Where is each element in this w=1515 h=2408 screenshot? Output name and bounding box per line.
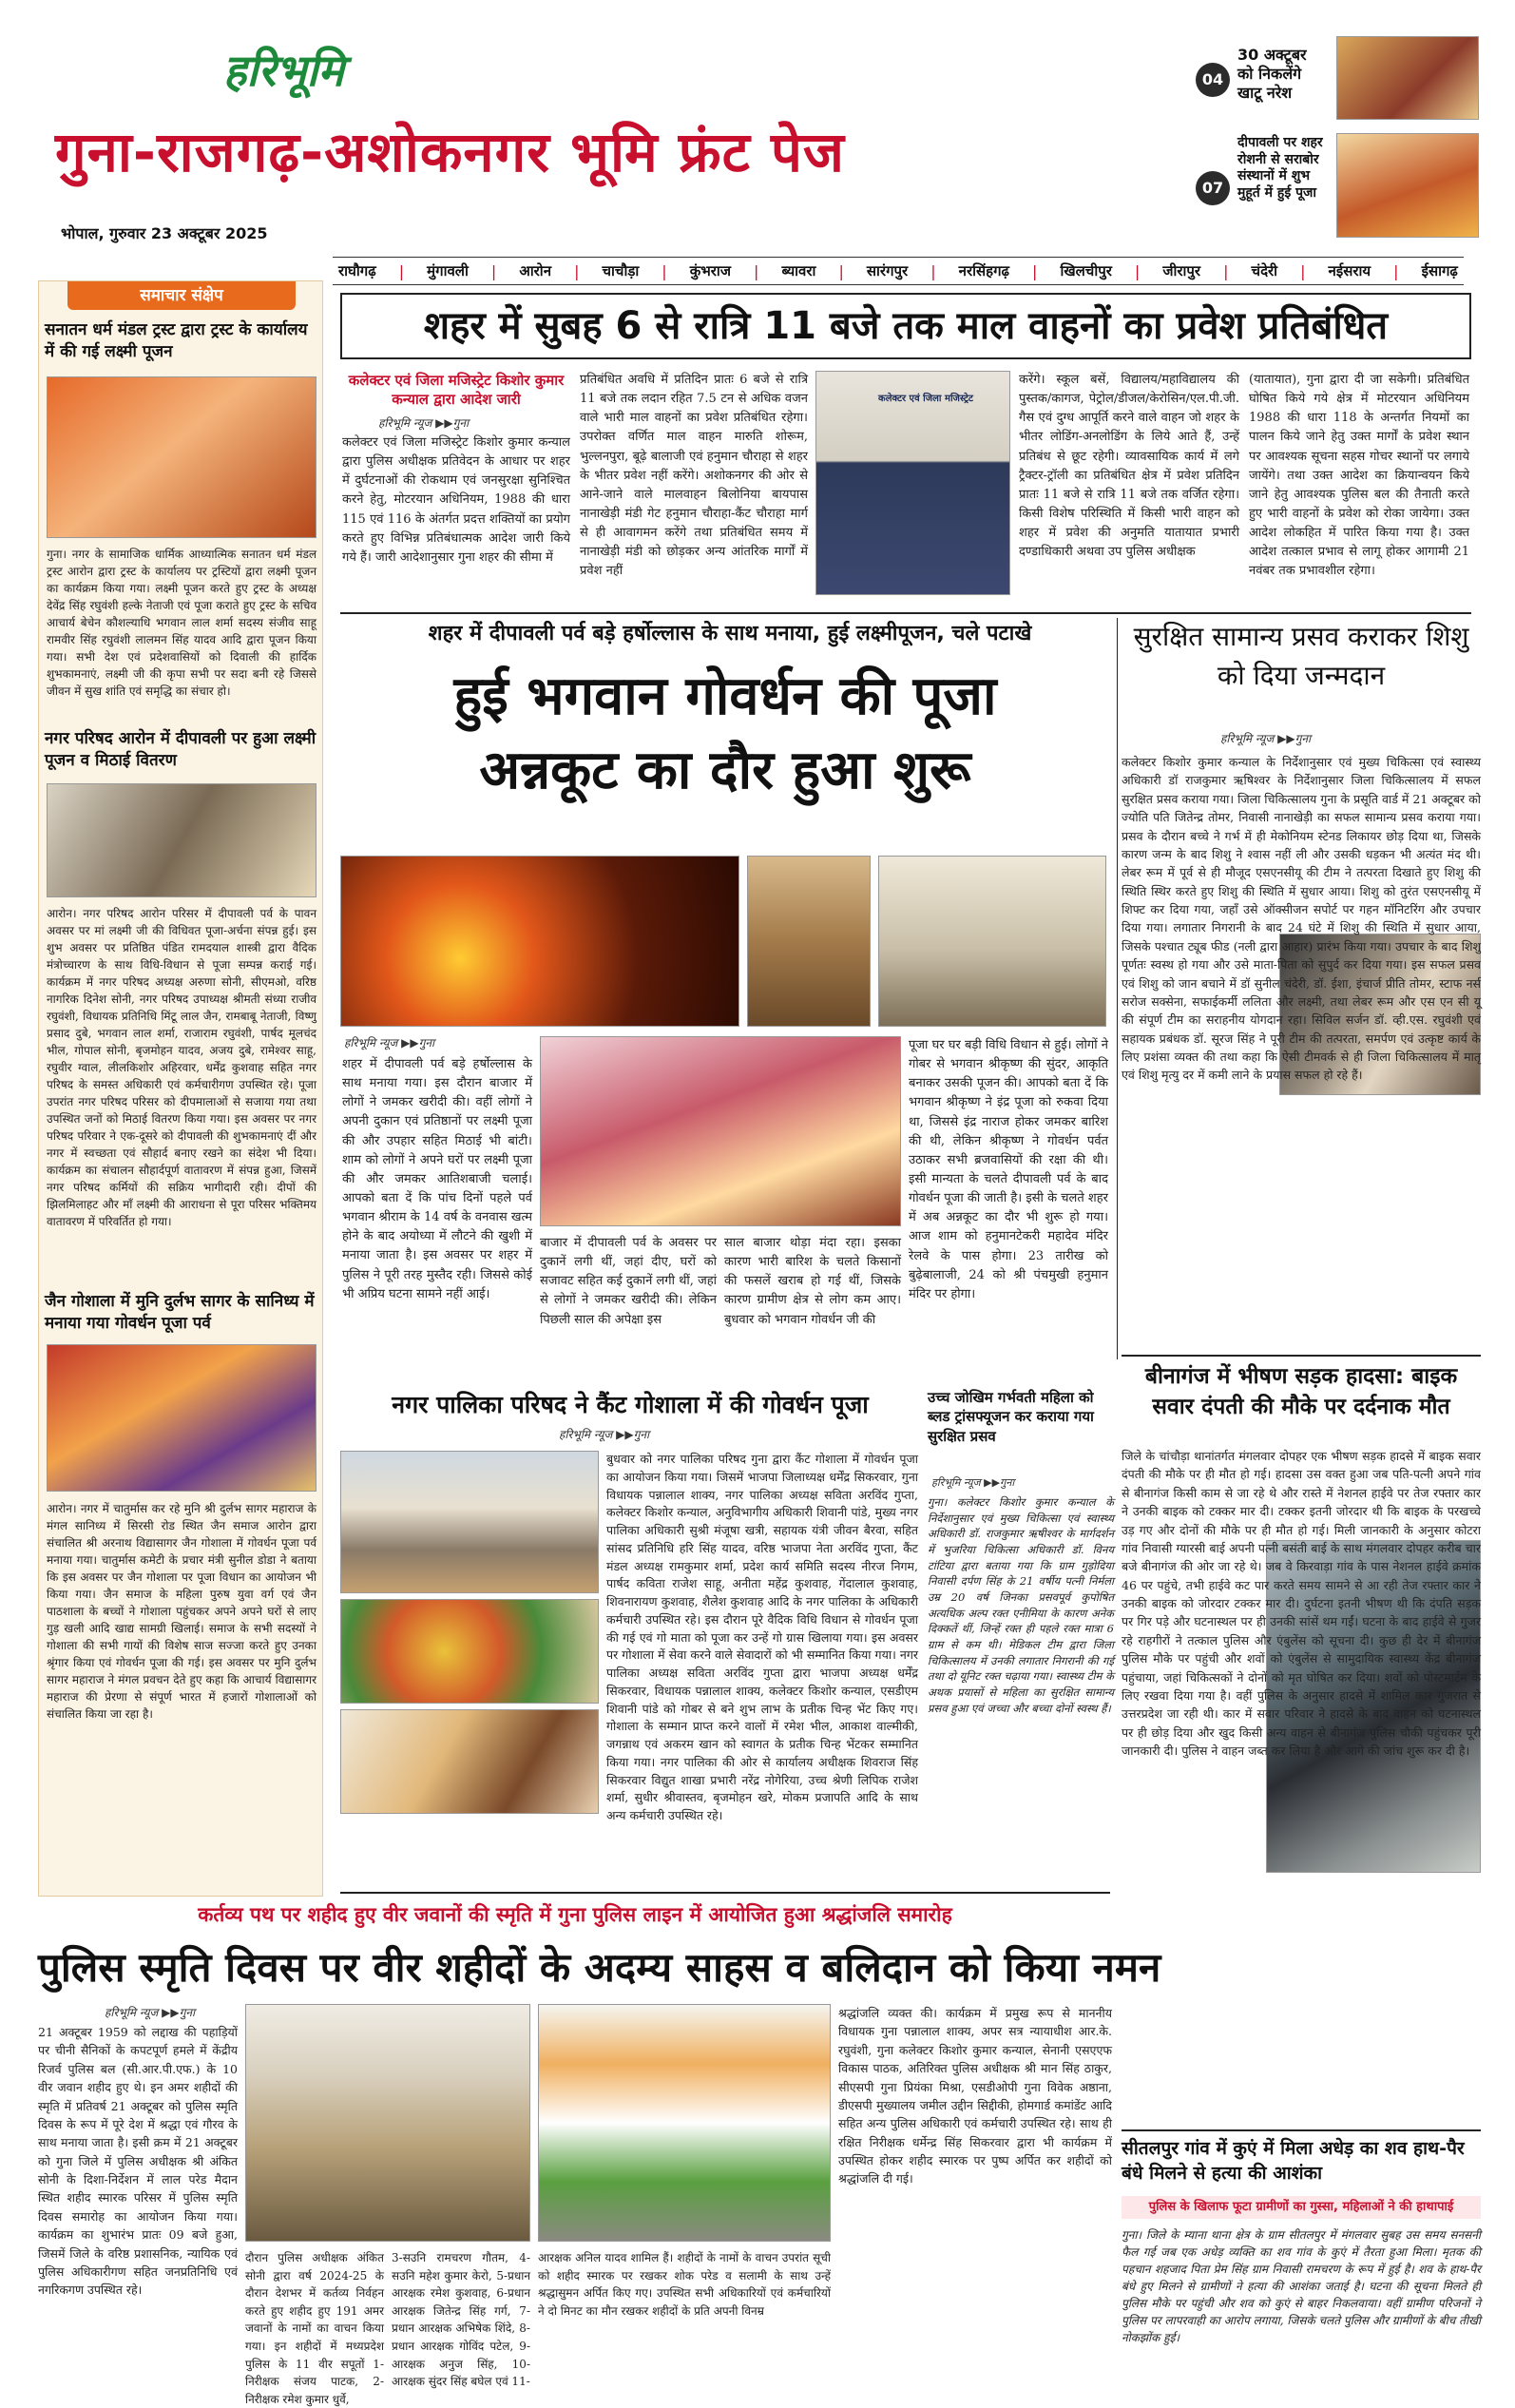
sidebar-photo-3: [47, 1344, 316, 1492]
towns-list: राघौगढ़ | मुंगावली | आरोन | चाचौड़ा | कुंभराज | ब्यावरा | सारंगपुर | नरसिंहगढ़ | खिलचीपुर | जीरापुर | चंदेरी | नईसराय | ईसागढ़: [333, 257, 1464, 285]
well-kicker: पुलिस के खिलाफ फूटा ग्रामीणों का गुस्सा, महिलाओं ने की हाथापाई: [1122, 2196, 1481, 2219]
pregnant-headline[interactable]: उच्च जोखिम गर्भवती महिला को ब्लड ट्रांसफ्यूजन कर कराया गया सुरक्षित प्रसव: [928, 1389, 1094, 1445]
sidebar: [38, 280, 323, 1897]
lead-story: [340, 293, 1481, 607]
sidebar-photo-2: [47, 783, 316, 897]
police-photo-memorial: [538, 2004, 831, 2242]
govardhan-col-3: साल बाजार थोड़ा मंदा रहा। इसका कारण भारी बारिश के चलते किसानों की फसलें खराब हो गई थीं, जिसके कारण ग्रामीण क्षेत्र से लोग कम आए। बुधवार को भगवान गोवर्धन जी की: [724, 1236, 901, 1327]
town[interactable]: मुंगावली: [427, 262, 469, 279]
police-col-3: 3-सउनि रामचरण गौतम, 4-सउनि महेश कुमार केरो, 5-प्रधान आरक्षक रमेश कुशवाह, 6-प्रधान आरक्षक जितेन्द्र सिंह गर्ग, 7-प्रधान आरक्षक अभिषेक शिंदे, 8-प्रधान आरक्षक गोविंद पटेल, 9-आरक्षक अनुज सिंह, 10-आरक्षक सुंदर सिंह बघेल एवं 11-: [392, 2251, 530, 2389]
well-story: [1122, 2137, 1483, 2382]
police-overline: कर्तव्य पथ पर शहीद हुए वीर जवानों की स्मृति में गुना पुलिस लाइन में आयोजित हुआ श्रद्धांजलि समारोह: [198, 1903, 952, 1926]
sidebar-item-body: आरोन। नगर में चातुर्मास कर रहे मुनि श्री दुर्लभ सागर महाराज के मंगल सानिध्य में सिरसी रोड स्थित जैन समाज आरोन द्वारा संचालित श्री अरनाथ विद्यासागर जैन गोशाला में गोवर्धन पूजा पर्व मनाया गया। चातुर्मास कमेटी के प्रचार मंत्री सुनील डोडा ने बताया कि इस अवसर पर जैन गोशाला पर पूजा विधान का आयोजन भी किया गया। जैन समाज के महिला पुरुष युवा वर्ग एवं जैन पाठशाला के बच्चों ने गोशाला पहुंचकर अपने अपने घरों से लाए गुड़ खली आदि खाद्य सामग्री खिलाई। समाज के सभी सदस्यों ने गोशाला की सभी गायों की विशेष साज सज्जा करते हुए उनका श्रृंगार किया एवं गोवर्धन पूजा की गई। इस अवसर पर मुनि दुर्लभ सागर महाराज ने मंगल प्रवचन देते हुए कहा कि आचार्य विद्यासागर महाराज की प्रेरणा से संपूर्ण भारत में हजारों गोशालाओं को संचालित किया जा रहा है।: [47, 1502, 316, 1721]
sidebar-item-headline[interactable]: सनातन धर्म मंडल ट्रस्ट द्वारा ट्रस्ट के कार्यालय में की गई लक्ष्मी पूजन: [45, 320, 308, 361]
police-col-5: श्रद्धांजलि व्यक्त की। कार्यक्रम में प्रमुख रूप से माननीय विधायक गुना पन्नालाल शाक्य, अपर सत्र न्यायाधीश आर.के. रघुवंशी, गुना कलेक्टर किशोर कुमार कन्याल, सेनानी एसएएफ विकास पाठक, अतिरिक्त पुलिस अधीक्षक श्री मान सिंह ठाकुर, सीएसपी गुना प्रियंका मिश्रा, एसडीओपी गुना विवेक अष्ठाना, डीएसपी मुख्यालय जमील उद्दीन सिद्दीकी, होमगार्ड कमांडेंट आदि सहित अन्य पुलिस अधिकारी एवं कर्मचारी उपस्थित रहे। साथ ही रक्षित निरीक्षक धर्मेन्द्र सिंह सिकरवार द्वारा भी कार्यक्रम में उपस्थित होकर शहीद स्मारक पर पुष्प अर्पित कर शहीदों को श्रद्धांजलि दी गई।: [838, 2006, 1112, 2186]
govardhan-byline: हरिभूमि न्यूज ▶▶गुना: [344, 1036, 435, 1050]
govardhan-headline-2[interactable]: अन्नकूट का दौर हुआ शुरू: [479, 740, 971, 801]
town[interactable]: चंदेरी: [1251, 262, 1278, 279]
pregnant-body: गुना। कलेक्टर किशोर कुमार कन्याल के निर्देशानुसार एवं मुख्य चिकित्सा एवं स्वास्थ्य अधिकारी डॉ. राजकुमार ऋषीश्वर के मार्गदर्शन में भुजरिया चिकित्सा अधिकारी डॉ. विनय टांटिया द्वारा बताया गया कि ग्राम गुड़ोदिया निवासी दर्पण सिंह के 21 वर्षीय पत्नी निर्मला उम्र 20 वर्ष जिनका प्रसवपूर्व कुपोषित अत्यधिक अल्प रक्त एनीमिया के कारण अनेक दिक्कतें थीं, जिन्हें रक्त ही पहले रक्त मात्रा 6 ग्राम से कम थी। मेडिकल टीम द्वारा जिला चिकित्सालय में उनकी लगातार निगरानी की गई तथा दो यूनिट रक्त चढ़ाया गया। स्वास्थ्य टीम के अथक प्रयासों से महिला का सुरक्षित सामान्य प्रसव हुआ एवं जच्चा और बच्चा दोनों स्वस्थ हैं।: [928, 1495, 1114, 1715]
govardhan-photo-house: [747, 856, 871, 1027]
police-photo-officers: [245, 2004, 530, 2242]
accident-story: [1122, 1361, 1483, 2122]
teaser-number: 07: [1196, 171, 1230, 205]
delivery-byline: हरिभूमि न्यूज ▶▶गुना: [1220, 732, 1312, 745]
delivery-body: कलेक्टर किशोर कुमार कन्याल के निर्देशानुसार एवं मुख्य चिकित्सा एवं स्वास्थ्य अधिकारी डॉ राजकुमार ऋषिश्वर के निर्देशानुसार जिला चिकित्सालय में सफल सुरक्षित प्रसव कराया गया। जिला चिकित्सालय गुना के प्रसूति वार्ड में 21 अक्टूबर को ज्योति पति जितेन्द्र तोमर, निवासी नानाखेड़ी का सफल सामान्य प्रसव कराया गया। प्रसव के दौरान बच्चे ने गर्भ में ही मेकोनियम स्टेनड लिकायर छोड़ दिया था, जिसके कारण जन्म के बाद शिशु ने श्वास नहीं ली और उसकी धड़कन भी अत्यंत मंद थी। लेबर रूम में पूर्व से ही मौजूद एसएनसीयू की टीम ने तत्परता दिखाते हुए शिशु की स्थिति स्थिर करते हुए शिशु की स्थिति में सुधार आया। शिशु को तुरंत एसएनसीयू में शिफ्ट कर दिया गया, जहाँ उसे ऑक्सीजन सपोर्ट पर गहन मॉनिटरिंग और उपचार दिया गया। लगातार निगरानी के बाद 24 घंटे में शिशु की स्थिति में सुधार आया, जिसके पश्चात ट्यूब फीड (नली द्वारा आहार) प्रारंभ किया गया। उपचार के बाद शिशु पूर्णतः स्वस्थ हो गया और उसे माता-पिता को सुपुर्द कर दिया गया। इस सफल प्रसव एवं शिशु को जान बचाने में डॉ सुनील चंदेरी, डॉ. ईशा, इंचार्ज प्रीति तोमर, स्टाफ नर्स सरोज सक्सेना, सफाईकर्मी ललिता और लक्ष्मी, तथा लेबर रूम और एस एन सी यू की संपूर्ण टीम का सराहनीय योगदान रहा। सिविल सर्जन डॉ. व्ही.एस. रघुवंशी एवं सहायक प्रबंधक डॉ. सूरज सिंह ने पूरी टीम की तत्परता, समर्पण एवं उत्कृष्ट कार्य के लिए प्रशंसा व्यक्त की तथा कहा कि ऐसी टीमवर्क से ही जिला चिकित्सालय में मातृ एवं शिशु मृत्यु दर में कमी लाने के प्रयास सफल हो रहे हैं।: [1122, 755, 1481, 1083]
gaushala-photo-cow: [340, 1709, 599, 1814]
govardhan-photo-family: [540, 1036, 901, 1226]
lead-col-4: (यातायात), गुना द्वारा दी जा सकेगी। प्रतिबंधित घोषित किये गये क्षेत्र में मोटरयान अधिनियम 1988 की धारा 118 के अन्तर्गत नियमों का पालन किये जाने हेतु उक्त मार्गों के प्रवेश स्थान पर आवश्यक सूचना सहस गोचर स्थानों पर लगाये जायेंगे। तथा उक्त आदेश का क्रियान्वयन किये जाने हेतु आवश्यक पुलिस बल की तैनाती करते हुए भारी वाहनों के प्रवेश को रोका जायेगा। उक्त आदेश लोकहित में पारित किया गया है। उक्त आदेश तत्काल प्रभाव से लागू होकर आगामी 21 नवंबर तक प्रभावशील रहेगा।: [1249, 373, 1469, 579]
lead-col-3: करेंगे। स्कूल बसें, विद्यालय/महाविद्यालय की पुस्तक/कागज, पेट्रोल/डीजल/केरोसिन/एल.पी.जी. गैस एवं दुग्ध आपूर्ति करने वाले वाहन जो शहर के भीतर लोडिंग-अनलोडिंग के लिये आते हैं, उन्हें प्रतिबंध से छूट रहेगी। व्यावसायिक कार्य में लगे ट्रैक्टर-ट्रॉली का प्रतिबंधित क्षेत्र में प्रवेश प्रतिदिन प्रातः 11 बजे से रात्रि 11 बजे तक वर्जित रहेगा। किसी विशेष परिस्थिति में किसी भारी वाहन को शहर में प्रवेश की अनुमति यातायात प्रभारी दण्डाधिकारी अथवा उप पुलिस अधीक्षक: [1019, 373, 1239, 560]
page-title: गुना-राजगढ़-अशोकनगर भूमि फ्रंट पेज: [55, 120, 845, 184]
town[interactable]: आरोन: [519, 262, 552, 279]
well-body: गुना। जिले के म्याना थाना क्षेत्र के ग्राम सीतलपुर में मंगलवार सुबह उस समय सनसनी फैल गई जब एक अधेड़ व्यक्ति का शव गांव के कुएं में तैरता हुआ मिला। मृतक की पहचान शहजाद पिता प्रेम सिंह ग्राम निवासी रामचरण के रूप में हुई है। शव के हाथ-पैर बंधे हुए मिलने से ग्रामीणों ने हत्या की आशंका जताई है। घटना की सूचना मिलते ही पुलिस मौके पर पहुंची और शव को कुएं से बाहर निकलवाया। वहीं ग्रामीण परिजनों ने पुलिस पर लापरवाही का आरोप लगाया, जिसके चलते पुलिस और ग्रामीणों के बीच तीखी नोकझोंक हुई।: [1122, 2228, 1481, 2344]
town[interactable]: चाचौड़ा: [602, 262, 640, 279]
teaser-1[interactable]: [1196, 36, 1481, 120]
police-col-4: आरक्षक अनिल यादव शामिल हैं। शहीदों के नामों के वाचन उपरांत सूची को शहीद स्मारक पर रखकर शोक परेड व सलामी के साथ उन्हें श्रद्धासुमन अर्पित किए गए। उपस्थित सभी अधिकारियों एवं कर्मचारियों ने दो मिनट का मौन रखकर शहीदों के प्रति अपनी विनम्र: [538, 2251, 831, 2318]
gaushala-photo-rangoli: [340, 1599, 599, 1704]
lead-headline[interactable]: शहर में सुबह 6 से रात्रि 11 बजे तक माल वाहनों का प्रवेश प्रतिबंधित: [340, 293, 1471, 359]
teaser-photo: [1336, 36, 1479, 120]
delivery-story: [1122, 618, 1483, 1355]
gaushala-body: बुधवार को नगर पालिका परिषद गुना द्वारा कैंट गोशाला में गोवर्धन पूजा का आयोजन किया गया। जिसमें भाजपा जिलाध्यक्ष धर्मेंद्र सिकरवार, गुना विधायक पन्नालाल शाक्य, नगर पालिका अध्यक्ष सविता अरविंद गुप्ता, कलेक्टर किशोर कन्याल, अनुविभागीय अधिकारी शिवानी पांडे, मुख्य नगर पालिका अधिकारी सुश्री मंजूषा खत्री, सहायक यंत्री जीवन बैरवा, सहित सांसद प्रतिनिधि हरि सिंह यादव, वरिष्ठ भाजपा नेता अरविंद गुप्ता, कैंट मंडल अध्यक्ष रामकुमार शर्मा, प्रदेश कार्य समिति सदस्य नीरज निगम, पार्षद कविता राजेश साहू, अनीता महेंद्र कुशवाह, गेंदालाल कुशवाह, शिवनारायण कुशवाह, शैलेश कुशवाह आदि के नगर पालिका के अधिकारी कर्मचारी उपस्थित रहे। इस दौरान पूरे वैदिक विधि विधान से गोवर्धन पूजा की गई एवं गो माता को पूजा कर उन्हें गो ग्रास खिलाया गया। इस अवसर पर गोशाला में सेवा करने वाले सेवादारों को भी सम्मानित किया गया। नगर पालिका अध्यक्ष सविता अरविंद गुप्ता द्वारा भाजपा अध्यक्ष धर्मेंद्र सिकरवार, विधायक पन्नालाल शाक्य, कलेक्टर किशोर कन्याल, एसडीएम शिवानी पांडे को गोबर से बने शुभ लाभ के प्रतीक चिन्ह भेंट किए गए। गोशाला के सम्मान प्राप्त करने वालों में रमेश भील, आकाश वाल्मीकी, जगन्नाथ एवं अकरम खान को स्वागत के प्रतीक चिन्ह भेंटकर सम्मानित किया गया। नगर पालिका की ओर से कार्यालय अधीक्षक शिवराज सिंह सिकरवार विद्युत शाखा प्रभारी नरेंद्र नोगेरिया, उच्च श्रेणी लिपिक राजेश शर्मा, सुधीर श्रीवास्तव, बृजमोहन खरे, मोकम प्रजापति आदि के साथ अन्य कर्मचारी उपस्थित रहे।: [606, 1452, 918, 1822]
town[interactable]: ईसागढ़: [1421, 262, 1458, 279]
govardhan-col-4: पूजा घर घर बड़ी विधि विधान से हुई। लोगों ने गोबर से भगवान श्रीकृष्ण की सुंदर, आकृति बनाकर उसकी पूजन की। आपको बता दें कि भगवान श्रीकृष्ण ने इंद्र पूजा को रुकवा दिया था, जिससे इंद्र नाराज होकर जमकर बारिश की थी, लेकिन श्रीकृष्ण ने गोवर्धन पर्वत उठाकर सभी ब्रजवासियों की रक्षा की थी। इसी मान्यता के चलते दीपावली पर्व के बाद गोवर्धन पूजा की जाती है। इसी के चलते शहर में अब अन्नकूट का दौर भी शुरू हो गया। आज शाम को हनुमानटेकरी महादेव मंदिर रेलवे के पास होगा। 23 तारीख को बुढ़ेबालाजी, 24 को श्री पंचमुखी हनुमान मंदिर पर होगा।: [909, 1038, 1108, 1301]
teaser-text: 30 अक्टूबर को निकलेंगे खाटू नरेश: [1237, 46, 1307, 102]
gaushala-story: [340, 1388, 920, 1882]
police-col-1: 21 अक्टूबर 1959 को लद्दाख की पहाड़ियों पर चीनी सैनिकों के कपटपूर्ण हमले में केंद्रीय रिजर्व पुलिस बल (सी.आर.पी.एफ.) के 10 वीर जवान शहीद हुए थे। इन अमर शहीदों की स्मृति में प्रतिवर्ष 21 अक्टूबर को पुलिस स्मृति दिवस के रूप में पूरे देश में श्रद्धा एवं गौरव के साथ मनाया जाता है। इसी क्रम में 21 अक्टूबर को गुना जिले में पुलिस अधीक्षक श्री अंकित सोनी के दिशा-निर्देशन में लाल परेड मैदान स्थित शहीद स्मारक परिसर में पुलिस स्मृति दिवस समारोह का आयोजन किया गया। कार्यक्रम का शुभारंभ प्रातः 09 बजे हुआ, जिसमें जिले के वरिष्ठ प्रशासनिक, न्यायिक एवं पुलिस अधिकारीगण सहित जनप्रतिनिधि एवं नगरिकगण उपस्थित रहे।: [38, 2025, 238, 2298]
town[interactable]: राघौगढ़: [338, 262, 376, 279]
delivery-headline[interactable]: सुरक्षित सामान्य प्रसव कराकर शिशु को दिया जन्मदान: [1133, 621, 1469, 691]
masthead: [0, 0, 1515, 257]
govardhan-photo-diyas: [340, 856, 739, 1027]
gaushala-headline[interactable]: नगर पालिका परिषद ने कैंट गोशाला में की गोवर्धन पूजा: [392, 1391, 869, 1418]
sidebar-photo-1: [47, 376, 316, 538]
police-headline[interactable]: पुलिस स्मृति दिवस पर वीर शहीदों के अदम्य साहस व बलिदान को किया नमन: [38, 1944, 1161, 1991]
town[interactable]: खिलचीपुर: [1060, 262, 1112, 279]
lead-photo: [815, 371, 1010, 595]
sidebar-item-headline[interactable]: जैन गोशाला में मुनि दुर्लभ सागर के सानिध्य में मनाया गया गोवर्धन पूजा पर्व: [45, 1292, 315, 1333]
teaser-text: दीपावली पर शहर रोशनी से सराबोर संस्थानों में शुभ मुहूर्त में हुई पूजा: [1237, 135, 1323, 201]
town[interactable]: सारंगपुर: [866, 262, 909, 279]
sidebar-label: समाचार संक्षेप: [67, 281, 296, 310]
sidebar-item-headline[interactable]: नगर परिषद आरोन में दीपावली पर हुआ लक्ष्मी पूजन व मिठाई वितरण: [45, 729, 316, 770]
sidebar-item-body: आरोन। नगर परिषद आरोन परिसर में दीपावली पर्व के पावन अवसर पर मां लक्ष्मी जी की विधिवत पूजा-अर्चना संपन्न हुई। इस शुभ अवसर पर प्रतिष्ठित पंडित रामदयाल शास्त्री द्वारा वैदिक मंत्रोच्चारण के साथ विधि-विधान से पूजा सम्पन्न कराई गई। कार्यक्रम में नगर परिषद अध्यक्ष अरुणा सोनी, सीएमओ, वरिष्ठ नागरिक दिनेश सोनी, नगर परिषद उपाध्यक्ष श्रीमती संध्या राजीव रघुवंशी, विधायक प्रतिनिधि मिंटू लाल जैन, रामबाबू नेताजी, विष्णु प्रसाद दुबे, भगवान लाल शर्मा, राजाराम रघुवंशी, पार्षद मूलचंद भील, गोपाल सोनी, बृजमोहन यादव, अजय दुबे, रामेश्वर साहू, रघुवीर ग्वाल, लीलकिशोर अहिरवार, धर्मेंद्र कुशवाह सहित नगर परिषद के समस्त अधिकारी एवं कर्मचारीगण उपस्थित रहे। पूजा उपरांत नगर परिषद परिसर को दीपमालाओं से सजाया गया तथा उपस्थित जनों को मिठाई वितरण किया गया। इस अवसर पर नगर परिषद परिवार ने एक-दूसरे को दीपावली की शुभकामनाएं दीं और नगर में स्वच्छता एवं सौहार्द बनाए रखने का संदेश भी दिया। कार्यक्रम का संचालन सौहार्दपूर्ण वातावरण में संपन्न हुआ, जिसमें नगर परिषद कर्मियों की सक्रिय भागीदारी रही। दीपों की झिलमिलाहट और माँ लक्ष्मी की आराधना से पूरा परिसर भक्तिमय वातावरण में परिवर्तित हो गया।: [47, 907, 316, 1228]
town[interactable]: नईसराय: [1328, 262, 1371, 279]
govardhan-story: [340, 618, 1110, 1378]
gaushala-photo-group: [340, 1451, 599, 1593]
police-col-2: दौरान पुलिस अधीक्षक अंकित सोनी द्वारा वर्ष 2024-25 के दौरान देशभर में कर्तव्य निर्वहन करते हुए शहीद हुए 191 अमर जवानों के नामों का वाचन किया गया। इन शहीदों में मध्यप्रदेश पुलिस के 11 वीर सपूतों 1-निरीक्षक संजय पाटक, 2-निरीक्षक रमेश कुमार धुर्वे,: [245, 2251, 384, 2406]
govardhan-overline: शहर में दीपावली पर्व बड़े हर्षोल्लास के साथ मनाया, हुई लक्ष्मीपूजन, चले पटाखे: [428, 622, 1032, 645]
town[interactable]: कुंभराज: [689, 262, 731, 279]
police-story: [38, 1901, 1161, 2406]
gaushala-byline: हरिभूमि न्यूज ▶▶गुना: [559, 1428, 650, 1441]
lead-col-1: कलेक्टर एवं जिला मजिस्ट्रेट किशोर कुमार कन्याल द्वारा पुलिस अधीक्षक प्रतिवेदन के आधार पर शहर में दुर्घटनाओं की रोकथाम एवं जनसुरक्षा सुनिश्चित करने हेतु, मोटरयान अधिनियम, 1988 की धारा 115 एवं 116 के अंतर्गत प्रदत्त शक्तियों का प्रयोग करते हुए विभिन्न प्रतिबंधात्मक आदेश जारी किये गये हैं। जारी आदेशानुसार गुना शहर की सीमा में: [342, 435, 570, 565]
govardhan-col-1: शहर में दीपावली पर्व बड़े हर्षोल्लास के साथ मनाया गया। इस दौरान बाजार में लोगों ने जमकर खरीदी की। वहीं लोगों ने अपनी दुकान एवं प्रतिष्ठानों पर लक्ष्मी पूजा की और उपहार सहित मिठाई भी बांटी। शाम को लोगों ने अपने घरों पर लक्ष्मी पूजा की और जमकर आतिशबाजी चलाई। आपको बता दें कि पांच दिनों पहले पर्व भगवान श्रीराम के 14 वर्ष के वनवास खत्म होने के बाद अयोध्या में लौटने की खुशी में मनाया जाता है। इस अवसर पर शहर में पुलिस ने पूरी तरह मुस्तैद रही। जिससे कोई भी अप्रिय घटना सामने नहीं आई।: [342, 1057, 532, 1301]
lead-col-2: प्रतिबंधित अवधि में प्रतिदिन प्रातः 6 बजे से रात्रि 11 बजे तक लदान रहित 7.5 टन से अधिक वजन वाले भारी माल वाहनों का प्रवेश प्रतिबंधित रहेगा। उपरोक्त वर्णित माल वाहन मारुति शोरूम, भुल्लनपुरा, बूढ़े बालाजी एवं हनुमान चौराहा से शहर के भीतर प्रवेश नहीं करेंगे। अशोकनगर की ओर से आने-जाने वाले मालवाहन बिलोनिया बायपास नानाखेड़ी मंडी गेट हनुमान चौराहा-कैंट चौराहा मार्ग से ही आवागमन करेंगे तथा प्रतिबंधित समय में नानाखेड़ी मंडी को छोड़कर अन्य आंतरिक मार्गों में प्रवेश नहीं: [580, 373, 808, 579]
govardhan-col-2: बाजार में दीपावली पर्व के अवसर पर दुकानें लगी थीं, जहां दीए, घरों को सजावट सहित कई दुकानें लगी थीं, जहां से लोगों ने जमकर खरीदी की। लेकिन पिछली साल की अपेक्षा इस: [540, 1236, 717, 1327]
teaser-photo: [1336, 133, 1479, 238]
accident-headline[interactable]: बीनागंज में भीषण सड़क हादसा: बाइक सवार दंपती की मौके पर दर्दनाक मौत: [1144, 1364, 1458, 1420]
lead-byline: हरिभूमि न्यूज ▶▶गुना: [378, 416, 470, 430]
well-headline[interactable]: सीतलपुर गांव में कुएं में मिला अधेड़ का शव हाथ-पैर बंधे मिलने से हत्या की आशंका: [1122, 2138, 1465, 2184]
pregnant-byline: हरिभूमि न्यूज ▶▶गुना: [931, 1476, 1015, 1489]
teaser-number: 04: [1196, 63, 1230, 97]
town[interactable]: नरसिंहगढ़: [958, 262, 1009, 279]
lead-kicker: कलेक्टर एवं जिला मजिस्ट्रेट किशोर कुमार कन्याल द्वारा आदेश जारी: [348, 372, 565, 409]
sidebar-item-body: गुना। नगर के सामाजिक धार्मिक आध्यात्मिक सनातन धर्म मंडल ट्रस्ट आरोन द्वारा ट्रस्ट के कार्यालय पर ट्रस्टियों द्वारा लक्ष्मी पूजन का कार्यक्रम किया गया। लक्ष्मी पूजन करते हुए ट्रस्ट के अध्यक्ष देवेंद्र सिंह रघुवंशी हल्के नेताजी एवं पूजा कराते हुए ट्रस्ट के सचिव आचार्य बेचेन कौशल्याधि भगवान लाल शर्मा सदस्य संजीव साहू रामवीर सिंह रघुवंशी लालमन सिंह यादव आदि द्वारा पूजन किया गया। सभी देश एवं प्रदेशवासियों को दिवाली की हार्दिक शुभकामनाएं, लक्ष्मी जी की कृपा सभी पर सदा बनी रहे जिससे जीवन में सुख शांति एवं समृद्धि का संचार हो।: [47, 548, 316, 698]
govardhan-headline-1[interactable]: हुई भगवान गोवर्धन की पूजा: [453, 665, 997, 727]
dateline: भोपाल, गुरुवार 23 अक्टूबर 2025: [61, 224, 268, 242]
nameplate: कलेक्टर एवं जिला मजिस्ट्रेट: [878, 394, 973, 404]
accident-body: जिले के चांचौड़ा थानांतर्गत मंगलवार दोपहर एक भीषण सड़क हादसे में बाइक सवार दंपती की मौके पर ही मौत हो गई। हादसा उस वक्त हुआ जब पति-पत्नी अपने गांव से बीनागंज किसी काम से जा रहे थे और रास्ते में नेशनल हाईवे पर तेज रफ्तार कार ने उनकी बाइक को टक्कर मार दी। टक्कर इतनी जोरदार थी कि बाइक के परखच्चे उड़ गए और दोनों की मौके पर ही मौत हो गई। मिली जानकारी के अनुसार कोटरा गांव निवासी ग्यारसी बाई अपनी पत्नी बसंती बाई के साथ मंगलवार दोपहर करीब चार बजे बीनागंज की ओर जा रहे थे। जब वे किरवाड़ा गांव के पास नेशनल हाईवे क्रमांक 46 पर पहुंचे, तभी हाईवे कट पार करते समय सामने से आ रही तेज रफ्तार कार ने उनकी बाइक को जोरदार टक्कर मार दी। दुर्घटना इतनी भीषण थी कि दंपति सड़क पर गिर पड़े और घटनास्थल पर ही उनकी सांसें थम गईं। घटना के बाद हाईवे से गुजर रहे राहगीरों ने तत्काल पुलिस और एंबुलेंस को सूचना दी। कुछ ही देर में बीनागंज पुलिस मौके पर पहुंची और शवों को एंबुलेंस से सामुदायिक स्वास्थ्य केंद्र बीनागंज पहुंचाया, जहां चिकित्सकों ने दोनों को मृत घोषित कर दिया। शवों को पोस्टमार्टम के लिए रखवा दिया गया है। वहीं पुलिस के अनुसार हादसे में शामिल कार गुजरात से उत्तरप्रदेश जा रही थी। कार में सवार परिवार ने हादसे के बाद वाहन को घटनास्थल पर ही छोड़ दिया और खुद किसी अन्य वाहन से बीनागंज पुलिस चौकी पहुंचकर पूरी जानकारी दी। पुलिस ने वाहन जब्त कर लिया है और आगे की जांच शुरू कर दी है।: [1122, 1449, 1481, 1758]
town[interactable]: ब्यावरा: [781, 262, 816, 279]
pregnant-story: [928, 1388, 1114, 1882]
town[interactable]: जीरापुर: [1162, 262, 1201, 279]
teaser-2[interactable]: [1196, 133, 1481, 238]
brand-logo: हरिभूमि: [223, 45, 344, 96]
police-byline: हरिभूमि न्यूज ▶▶गुना: [105, 2006, 196, 2019]
govardhan-photo-door: [878, 856, 1106, 1027]
